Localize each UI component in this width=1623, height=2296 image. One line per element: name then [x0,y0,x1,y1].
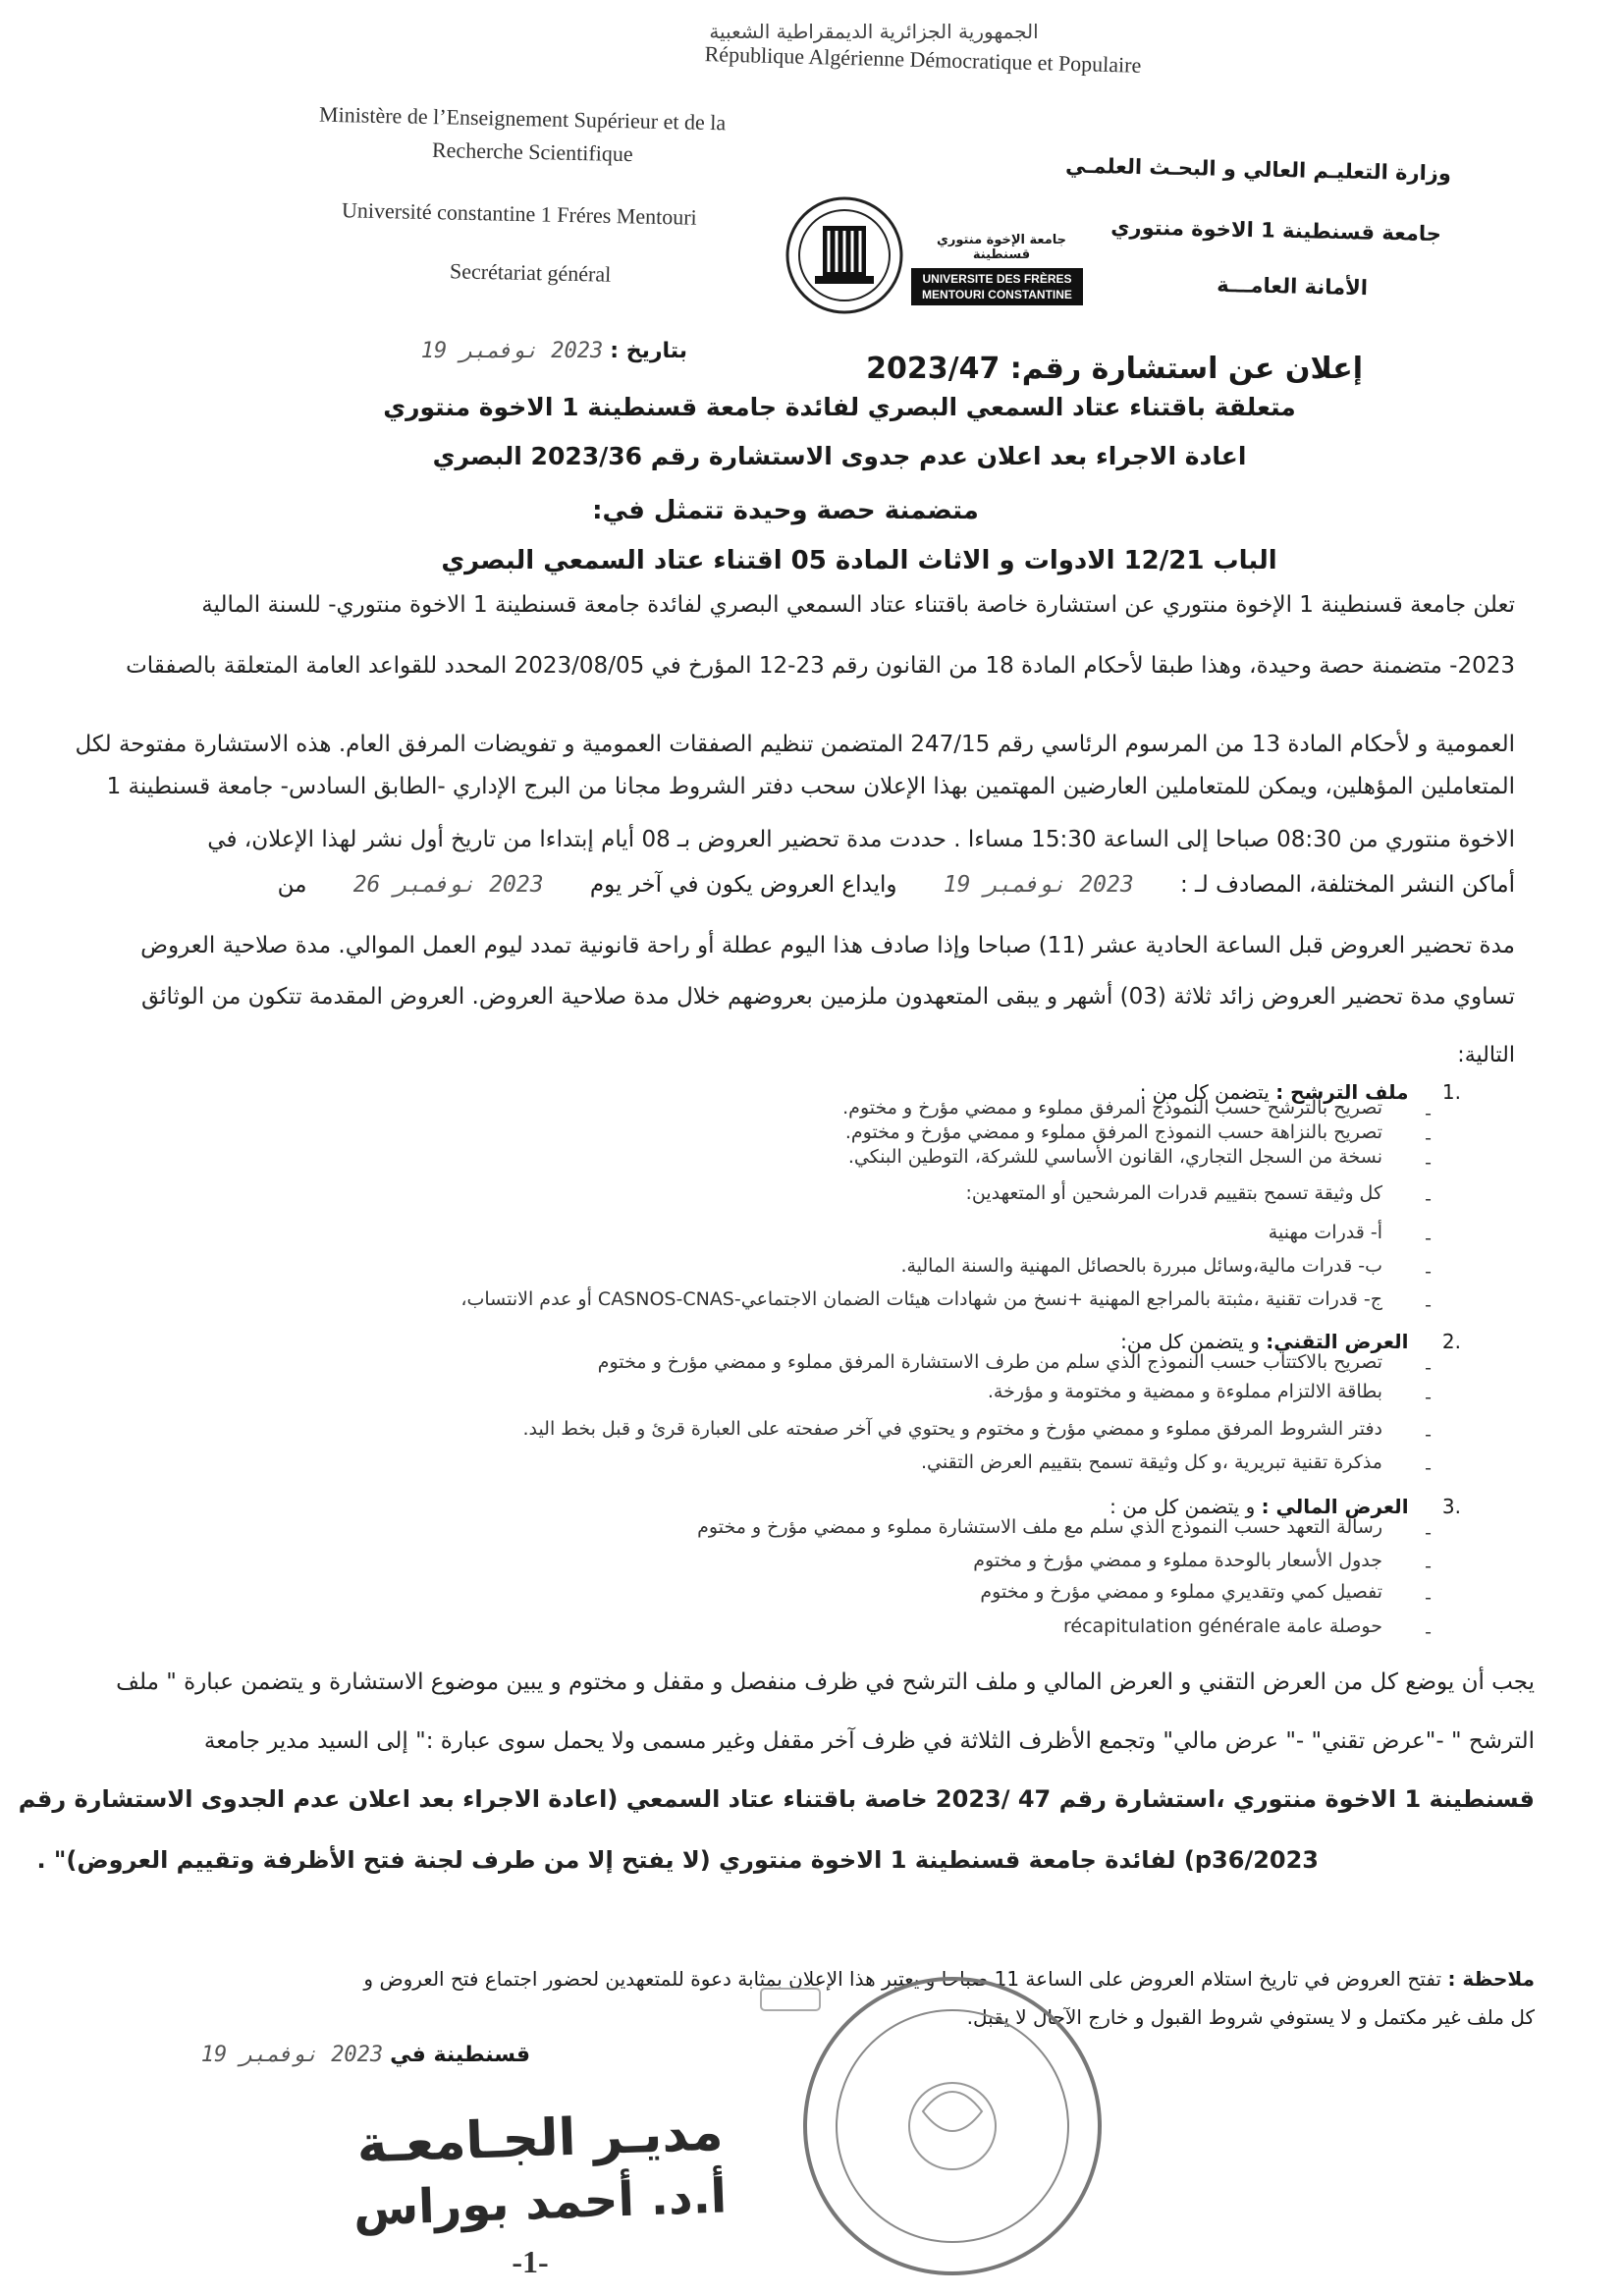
section-2-item-4: - مذكرة تقنية تبريرية ،و كل وثيقة تسمح بتقييم العرض التقني. [921,1451,1432,1479]
header-ar-university: جامعة قسنطينة 1 الاخوة منتوري [1110,215,1442,246]
place-date-value: 2023 نوفمبر 19 [200,2043,384,2067]
title-line-3: اعادة الاجراء بعد اعلان عدم جدوى الاستشارة رقم 2023/36 البصري [432,442,1247,470]
section-2-item-2-text: بطاقة الالتزام مملوءة و ممضية و مختومة و مؤرخة. [987,1381,1382,1402]
official-stamp [756,1954,1109,2278]
announcement-title: إعلان عن استشارة رقم: 2023/47 [866,352,1363,386]
body-line-6-b: وايداع العروض يكون في آخر يوم [589,872,897,898]
section-3-item-4-text: حوصلة عامة récapitulation générale [1062,1615,1382,1637]
place-date-label: قسنطينة في [390,2043,530,2067]
section-1-item-5-text: أ- قدرات مهنية [1268,1222,1382,1243]
university-logo [785,191,1100,319]
section-1-item-7-text: ج- قدرات تقنية ،مثبتة بالمراجع المهنية +نسخ من شهادات هيئات الضمان الاجتماعي-CASNOS-CNAS أو عدم الانتساب، [460,1288,1382,1310]
body-line-5: الاخوة منتوري من 08:30 صباحا إلى الساعة 15:30 مساءا . حددت مدة تحضير العروض بـ 08 أيام إبتداءا من تاريخ أول نشر لهذا الإعلان، في [207,827,1515,852]
body-line-6-a: أماكن النشر المختلفة، المصادف لـ : [1180,872,1515,898]
header-ar-ministry: وزارة التعليـم العالي و البحـث العلمـي [1064,153,1452,186]
section-3-item-1: - رسالة التعهد حسب النموذج الذي سلم مع ملف الاستشارة مملوء و ممضي مؤرخ و مختوم [697,1516,1432,1544]
closing-line-2: الترشح " -"عرض تقني" -" عرض مالي" وتجمع الأظرف الثلاثة في ظرف آخر مقفل وغير مسمى ولا يحمل سوى عبارة :" إلى السيد مدير جامعة [203,1728,1535,1754]
title-line-4: متضمنة حصة وحيدة تتمثل في: [592,496,979,525]
section-3-item-4: - حوصلة عامة récapitulation générale [1062,1615,1432,1643]
section-1-item-7: - ج- قدرات تقنية ،مثبتة بالمراجع المهنية +نسخ من شهادات هيئات الضمان الاجتماعي-CASNOS-CNAS أو عدم الانتساب، [460,1288,1432,1316]
date-line [324,339,687,363]
section-2-item-1: - تصريح بالاكتتاب حسب النموذج الذي سلم من طرف الاستشارة المرفق مملوء و ممضي مؤرخ و مختوم [597,1351,1432,1379]
section-3-item-2-text: جدول الأسعار بالوحدة مملوء و ممضي مؤرخ و مختوم [973,1550,1382,1571]
section-2-number: .2 [1441,1330,1461,1353]
deposit-date: 2023 نوفمبر 26 [352,872,544,898]
section-3-intro: و يتضمن كل من : [1109,1495,1256,1518]
section-2-item-1-text: تصريح بالاكتتاب حسب النموذج الذي سلم من طرف الاستشارة المرفق مملوء و ممضي مؤرخ و مختوم [597,1351,1382,1373]
header-fr-ministry-2: Recherche Scientifique [431,137,633,167]
title-line-5: الباب 12/21 الادوات و الاثاث المادة 05 اقتناء عتاد السمعي البصري [441,546,1277,575]
section-2-item-4-text: مذكرة تقنية تبريرية ،و كل وثيقة تسمح بتقييم العرض التقني. [921,1451,1382,1473]
section-2-item-3-text: دفتر الشروط المرفق مملوء و ممضي مؤرخ و مختوم و يحتوي في آخر صفحته على العبارة قرئ و قبل بخط اليد. [522,1418,1382,1440]
section-1-item-3-text: نسخة من السجل التجاري، القانون الأساسي للشركة، التوطين البنكي. [847,1146,1382,1168]
header-fr-secretariat: Secrétariat général [449,258,612,287]
header-ar-secretariat: الأمانة العامـــة [1216,272,1369,301]
section-3-title: العرض المالي : [1261,1495,1409,1518]
body-line-1: تعلن جامعة قسنطينة 1 الإخوة منتوري عن استشارة خاصة باقتناء عتاد السمعي البصري لفائدة جامعة قسنطينة 1 الاخوة منتوري- للسنة المالية [201,592,1515,618]
section-1-item-4: - كل وثيقة تسمح بتقييم قدرات المرشحين أو المتعهدين: [965,1182,1432,1210]
closing-line-4: 2023/p36) لفائدة جامعة قسنطينة 1 الاخوة منتوري (لا يفتح إلا من طرف لجنة فتح الأظرفة وتقييم العروض)" . [36,1846,1319,1874]
section-1-item-2-text: تصريح بالنزاهة حسب النموذج المرفق مملوء و ممضي مؤرخ و مختوم. [844,1121,1382,1143]
section-2-heading [872,1330,1461,1353]
section-2-item-2: - بطاقة الالتزام مملوءة و ممضية و مختومة و مؤرخة. [987,1381,1432,1408]
header-fr-university: Université constantine 1 Fréres Mentouri [341,197,697,230]
date-label: بتاريخ : [610,339,687,363]
section-1-item-1: - تصريح بالترشح حسب النموذج المرفق مملوء و ممضي مؤرخ و مختوم. [842,1097,1432,1124]
body-line-6 [91,872,1515,898]
section-3-item-3-text: تفصيل كمي وتقديري مملوء و ممضي مؤرخ و مختوم [980,1581,1382,1603]
header-fr-republic: République Algérienne Démocratique et Populaire [704,41,1142,78]
date-value: 2023 نوفمبر 19 [420,339,604,363]
note-text-1: تفتح العروض في تاريخ استلام العروض على الساعة 11 صباحا و يعتبر هذا الإعلان بمثابة دعوة للمتعهدين لحضور اجتماع فتح العروض و [363,1967,1442,1991]
section-1-item-6-text: ب- قدرات مالية،وسائل مبررة بالحصائل المهنية والسنة المالية. [900,1255,1382,1277]
closing-line-3: قسنطينة 1 الاخوة منتوري ،استشارة رقم 47 /2023 خاصة باقتناء عتاد السمعي (اعادة الاجراء بعد اعلان عدم الجدوى الاستشارة رقم [18,1785,1535,1813]
signature-title: مديـر الجـامعـة [355,2103,725,2175]
body-line-2: 2023- متضمنة حصة وحيدة، وهذا طبقا لأحكام المادة 18 من القانون رقم 23-12 المؤرخ في 2023/08/05 المحدد للقواعد العامة المتعلقة بالصفقات [126,653,1515,679]
section-3-item-1-text: رسالة التعهد حسب النموذج الذي سلم مع ملف الاستشارة مملوء و ممضي مؤرخ و مختوم [697,1516,1382,1538]
signature-place-date [137,2043,530,2067]
section-1-item-2: - تصريح بالنزاهة حسب النموذج المرفق مملوء و ممضي مؤرخ و مختوم. [844,1121,1432,1149]
section-3-heading [872,1495,1461,1518]
section-1-number: .1 [1441,1080,1461,1104]
signature-name: أ.د. أحمد بوراس [352,2168,729,2237]
header-ar-republic: الجمهورية الجزائرية الديمقراطية الشعبية [709,20,1039,43]
section-1-item-6: - ب- قدرات مالية،وسائل مبررة بالحصائل المهنية والسنة المالية. [900,1255,1432,1283]
logo-text-fr-2: MENTOURI CONSTANTINE [922,288,1072,301]
section-1-item-3: - نسخة من السجل التجاري، القانون الأساسي للشركة، التوطين البنكي. [847,1146,1432,1174]
body-line-6-c: من [277,872,307,898]
logo-text-ar: جامعة الإخوة منتوري قسنطينة [936,233,1067,262]
section-3-item-3: - تفصيل كمي وتقديري مملوء و ممضي مؤرخ و مختوم [980,1581,1432,1609]
section-1-item-4-text: كل وثيقة تسمح بتقييم قدرات المرشحين أو المتعهدين: [965,1182,1382,1204]
section-2-intro: و يتضمن كل من: [1120,1330,1260,1353]
official-stamp-icon [756,1954,1109,2278]
section-3-number: .3 [1441,1495,1461,1518]
note-label: ملاحظة : [1447,1967,1535,1991]
note-line-2: كل ملف غير مكتمل و لا يستوفي شروط القبول و خارج الآجال لا يقبل. [966,2005,1535,2029]
body-line-8: تساوي مدة تحضير العروض زائد ثلاثة (03) أشهر و يبقى المتعهدون ملزمين بعروضهم خلال مدة صلاحية العروض. العروض المقدمة تتكون من الوثائق [140,984,1515,1010]
section-1-intro: يتضمن كل من : [1139,1080,1270,1104]
page-mark: -1- [512,2244,549,2279]
body-line-3: العمومية و لأحكام المادة 13 من المرسوم الرئاسي رقم 247/15 المتضمن تنظيم الصفقات العمومية و تفويضات المرفق العام. هذه الاستشارة مفتوحة لكل [75,732,1515,757]
body-line-4: المتعاملين المؤهلين، ويمكن للمتعاملين العارضين المهتمين بهذا الإعلان سحب دفتر الشروط مجانا من البرج الإداري -الطابق السادس- جامعة قسنطينة 1 [106,774,1515,799]
body-line-9: التالية: [1457,1043,1515,1067]
section-1-title: ملف الترشح : [1275,1080,1409,1104]
section-1-item-1-text: تصريح بالترشح حسب النموذج المرفق مملوء و ممضي مؤرخ و مختوم. [842,1097,1382,1119]
logo-text-fr-1: UNIVERSITE DES FRÈRES [922,272,1072,286]
section-2-item-3: - دفتر الشروط المرفق مملوء و ممضي مؤرخ و مختوم و يحتوي في آخر صفحته على العبارة قرئ و قبل بخط اليد. [522,1418,1432,1446]
title-line-2: متعلقة باقتناء عتاد السمعي البصري لفائدة جامعة قسنطينة 1 الاخوة منتوري [383,393,1296,421]
section-2-title: العرض التقني: [1266,1330,1409,1353]
header-fr-ministry-1: Ministère de l’Enseignement Supérieur et de la [318,101,727,136]
section-1-item-5: - أ- قدرات مهنية [1268,1222,1432,1249]
body-line-7: مدة تحضير العروض قبل الساعة الحادية عشر (11) صباحا وإذا صادف هذا اليوم عطلة أو راحة قانونية تمدد ليوم العمل الموالي. مدة صلاحية العروض [140,933,1515,958]
closing-line-1: يجب أن يوضع كل من العرض التقني و العرض المالي و ملف الترشح في ظرف منفصل و مقفل و مختوم و يبين موضوع الاستشارة و يتضمن عبارة " ملف [116,1669,1535,1695]
section-3-item-2: - جدول الأسعار بالوحدة مملوء و ممضي مؤرخ و مختوم [973,1550,1432,1577]
publication-date: 2023 نوفمبر 19 [943,872,1134,898]
